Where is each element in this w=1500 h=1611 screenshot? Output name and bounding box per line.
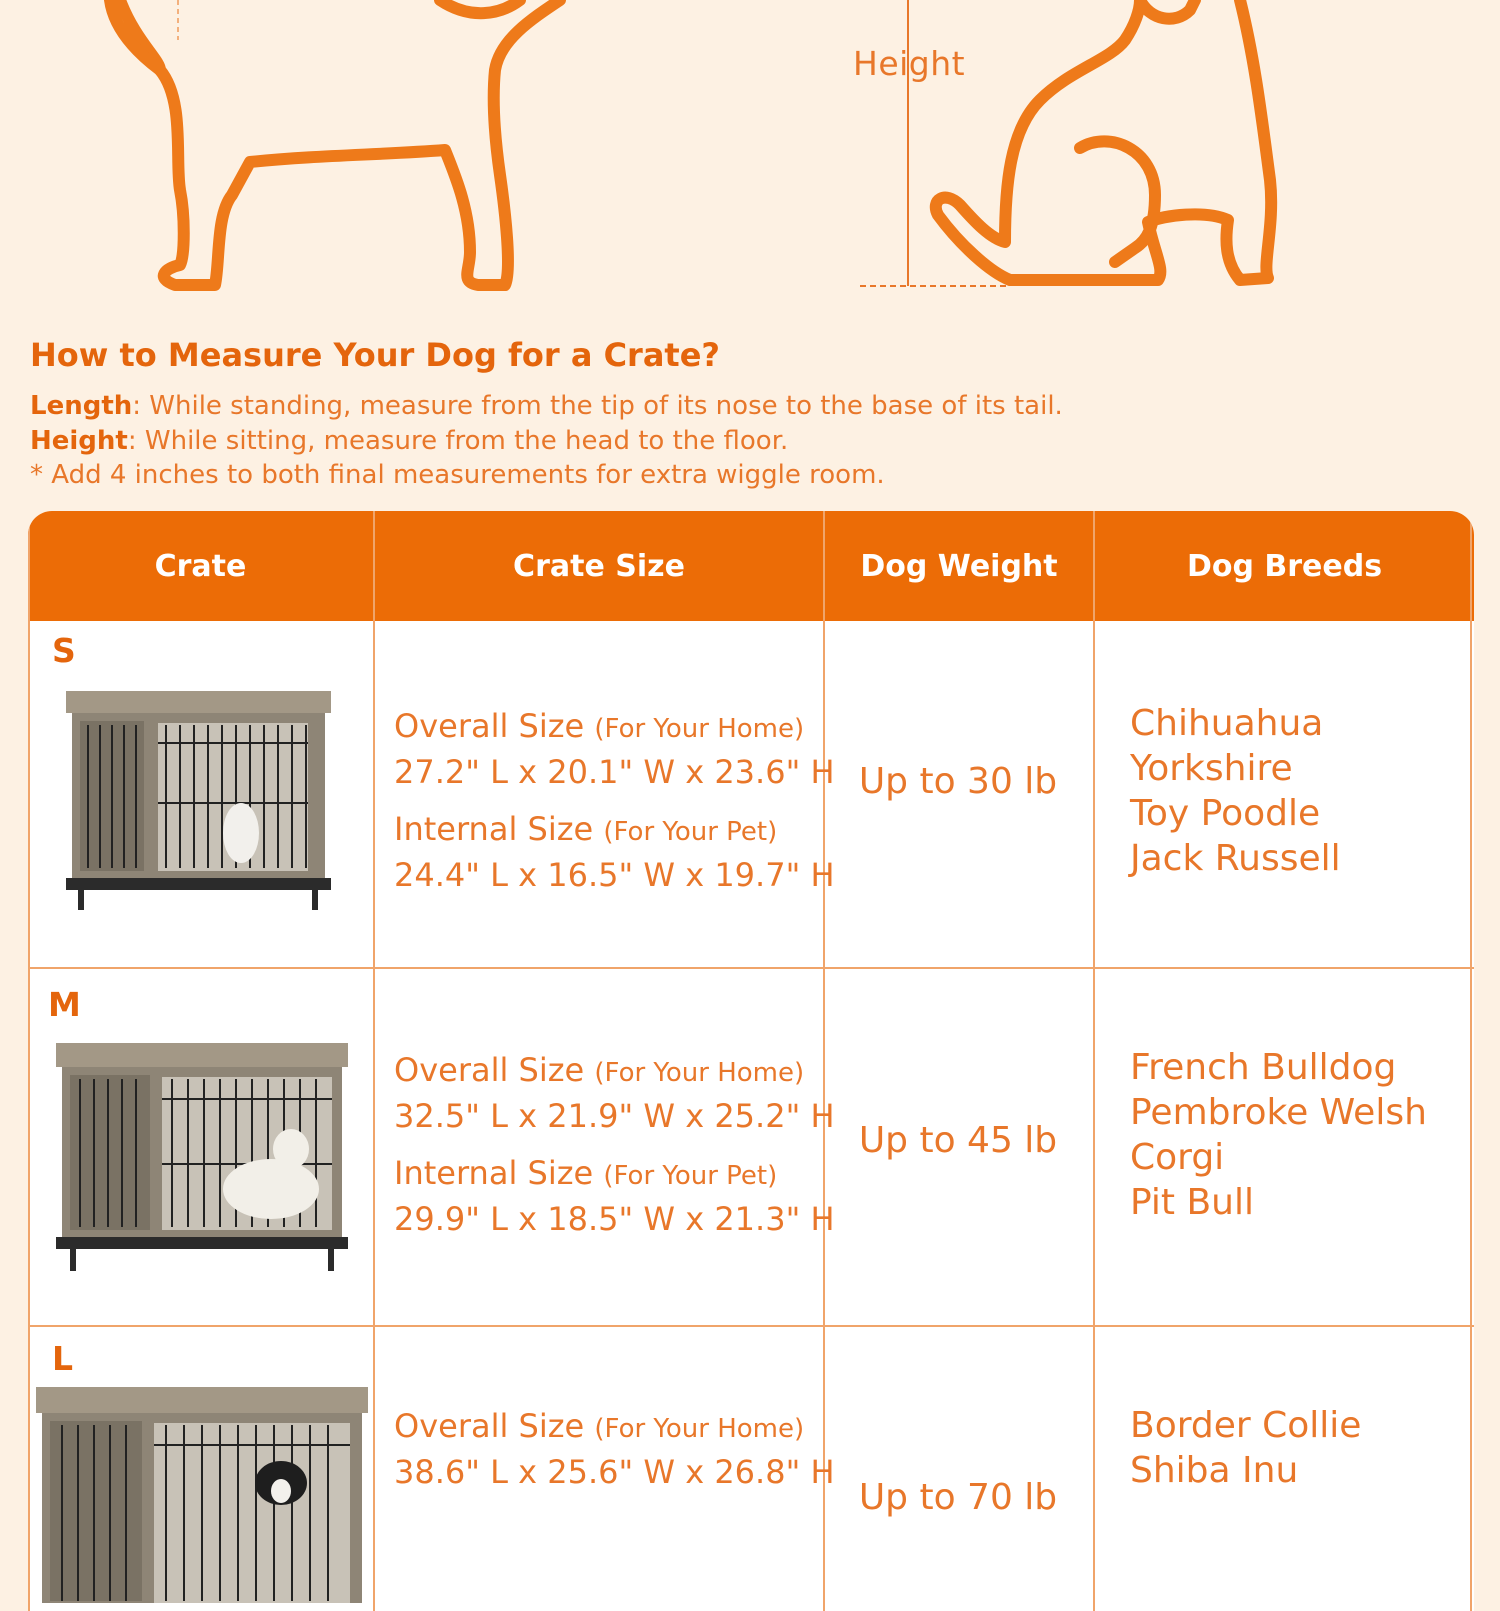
breed-item: Yorkshire [1130,748,1293,789]
size-label: M [48,985,81,1024]
standing-dog-icon [120,0,560,285]
crate-size-cell [394,1405,835,1494]
dog-breeds [1130,1403,1361,1493]
wiggle-room-note: * Add 4 inches to both final measurements for extra wiggle room. [30,460,885,490]
internal-size-dims: 29.9" L x 18.5" W x 21.3" H [394,1200,835,1238]
size-label: S [52,631,76,670]
breed-item: Jack Russell [1130,838,1341,879]
dog-weight: Up to 45 lb [858,1120,1058,1161]
crate-size-cell [394,705,835,897]
overall-size-dims: 32.5" L x 21.9" W x 25.2" H [394,1097,835,1135]
internal-size-note: (For Your Pet) [603,1161,778,1191]
header-dog-breeds: Dog Breeds [1186,548,1383,584]
breed-item: Border Collie [1130,1405,1362,1446]
dog-breeds [1130,701,1341,881]
breed-item: Chihuahua [1130,703,1324,744]
overall-size-note: (For Your Home) [594,1058,805,1088]
measurement-illustration [0,0,1500,320]
overall-size-label: Overall Size [394,1051,585,1089]
height-label: Height [853,44,966,83]
internal-size-label: Internal Size [394,810,594,848]
breed-item: Shiba Inu [1130,1450,1299,1491]
crate-image-large [36,1383,368,1611]
breed-item: French Bulldog [1130,1047,1397,1088]
header-dog-weight: Dog Weight [860,548,1058,584]
length-instruction [30,389,1063,424]
height-term: Height [30,425,128,456]
sitting-dog-leg-icon [1080,141,1155,262]
size-table [28,511,1474,1611]
breed-item: Pembroke Welsh [1130,1092,1427,1133]
internal-size-dims: 24.4" L x 16.5" W x 19.7" H [394,856,835,894]
overall-size-note: (For Your Home) [594,714,805,744]
breed-item: Toy Poodle [1130,793,1321,834]
internal-size-note: (For Your Pet) [603,817,778,847]
crate-image-medium [56,1039,348,1279]
overall-size-note: (For Your Home) [594,1414,805,1444]
header-crate-size: Crate Size [513,548,685,584]
length-text: : While standing, measure from the tip of its nose to the base of its tail. [132,391,1063,421]
crate-image-small [66,683,331,915]
standing-dog-head-icon [440,0,520,13]
table-header [28,511,1474,621]
overall-size-dims: 27.2" L x 20.1" W x 23.6" H [394,753,835,791]
dog-breeds [1130,1045,1427,1225]
height-text: : While sitting, measure from the head to the floor. [127,425,789,456]
breed-item: Pit Bull [1130,1182,1254,1223]
dog-weight: Up to 30 lb [858,761,1058,802]
dog-weight: Up to 70 lb [858,1477,1058,1518]
overall-size-dims: 38.6" L x 25.6" W x 26.8" H [394,1453,835,1491]
page-title: How to Measure Your Dog for a Crate? [30,336,720,374]
breed-item: Corgi [1130,1137,1225,1178]
overall-size-label: Overall Size [394,1407,585,1445]
header-crate: Crate [154,548,247,584]
crate-size-cell [394,1049,835,1241]
length-term: Length [30,391,133,421]
height-instruction [30,424,1063,459]
measure-instructions [30,389,1063,493]
size-label: L [52,1339,74,1378]
overall-size-label: Overall Size [394,707,585,745]
internal-size-label: Internal Size [394,1154,594,1192]
